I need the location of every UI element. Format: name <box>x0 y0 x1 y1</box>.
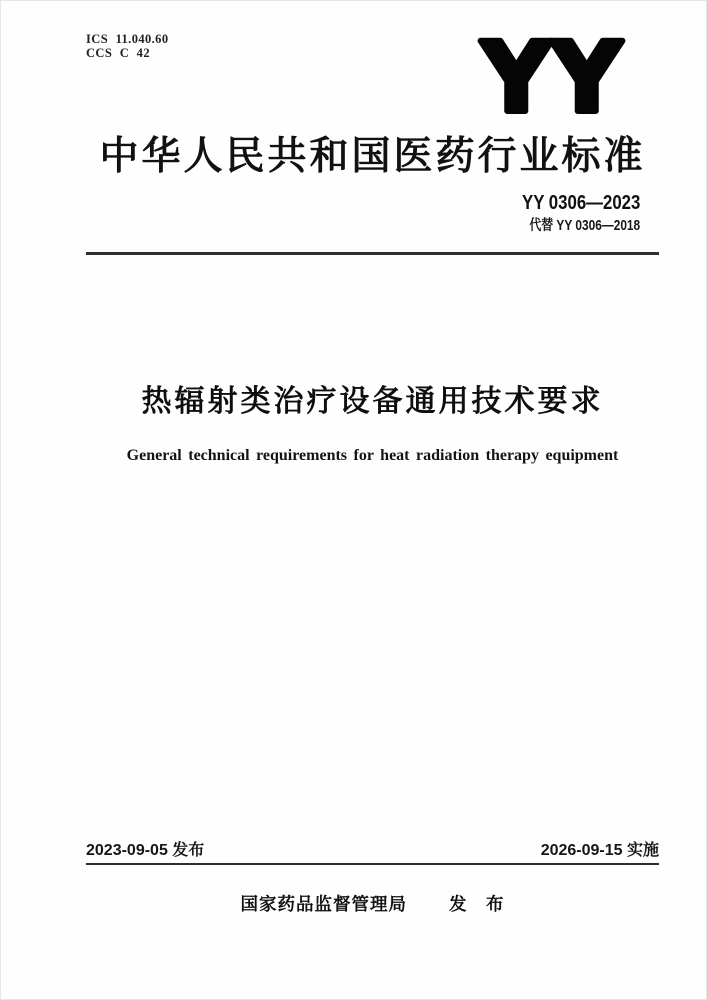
standard-system-title: 中华人民共和国医药行业标准 <box>99 135 646 178</box>
publisher-row <box>86 892 659 916</box>
footer-divider-line <box>86 863 659 865</box>
document-title-english: General technical requirements for heat radiation therapy equipment <box>126 447 619 464</box>
ccs-code: CCS C 42 <box>86 46 150 60</box>
standard-number: YY 0306—2023 <box>521 191 640 214</box>
header-divider-line <box>86 252 659 255</box>
implementation-date: 2026-09-15 实施 <box>540 842 659 859</box>
classification-codes <box>86 32 168 60</box>
yy-logo-graphic <box>478 22 626 134</box>
release-label: 发 布 <box>449 894 505 914</box>
document-title-chinese: 热辐射类治疗设备通用技术要求 <box>141 385 604 418</box>
publisher-name: 国家药品监督管理局 <box>240 894 407 914</box>
replaced-standard-note: 代替 YY 0306—2018 <box>529 218 640 234</box>
ics-code: ICS 11.040.60 <box>86 32 169 46</box>
issue-date: 2023-09-05 发布 <box>86 842 205 859</box>
yy-standard-logo <box>478 22 626 134</box>
yy-logo-text: YY <box>481 22 623 134</box>
date-row <box>86 841 659 861</box>
